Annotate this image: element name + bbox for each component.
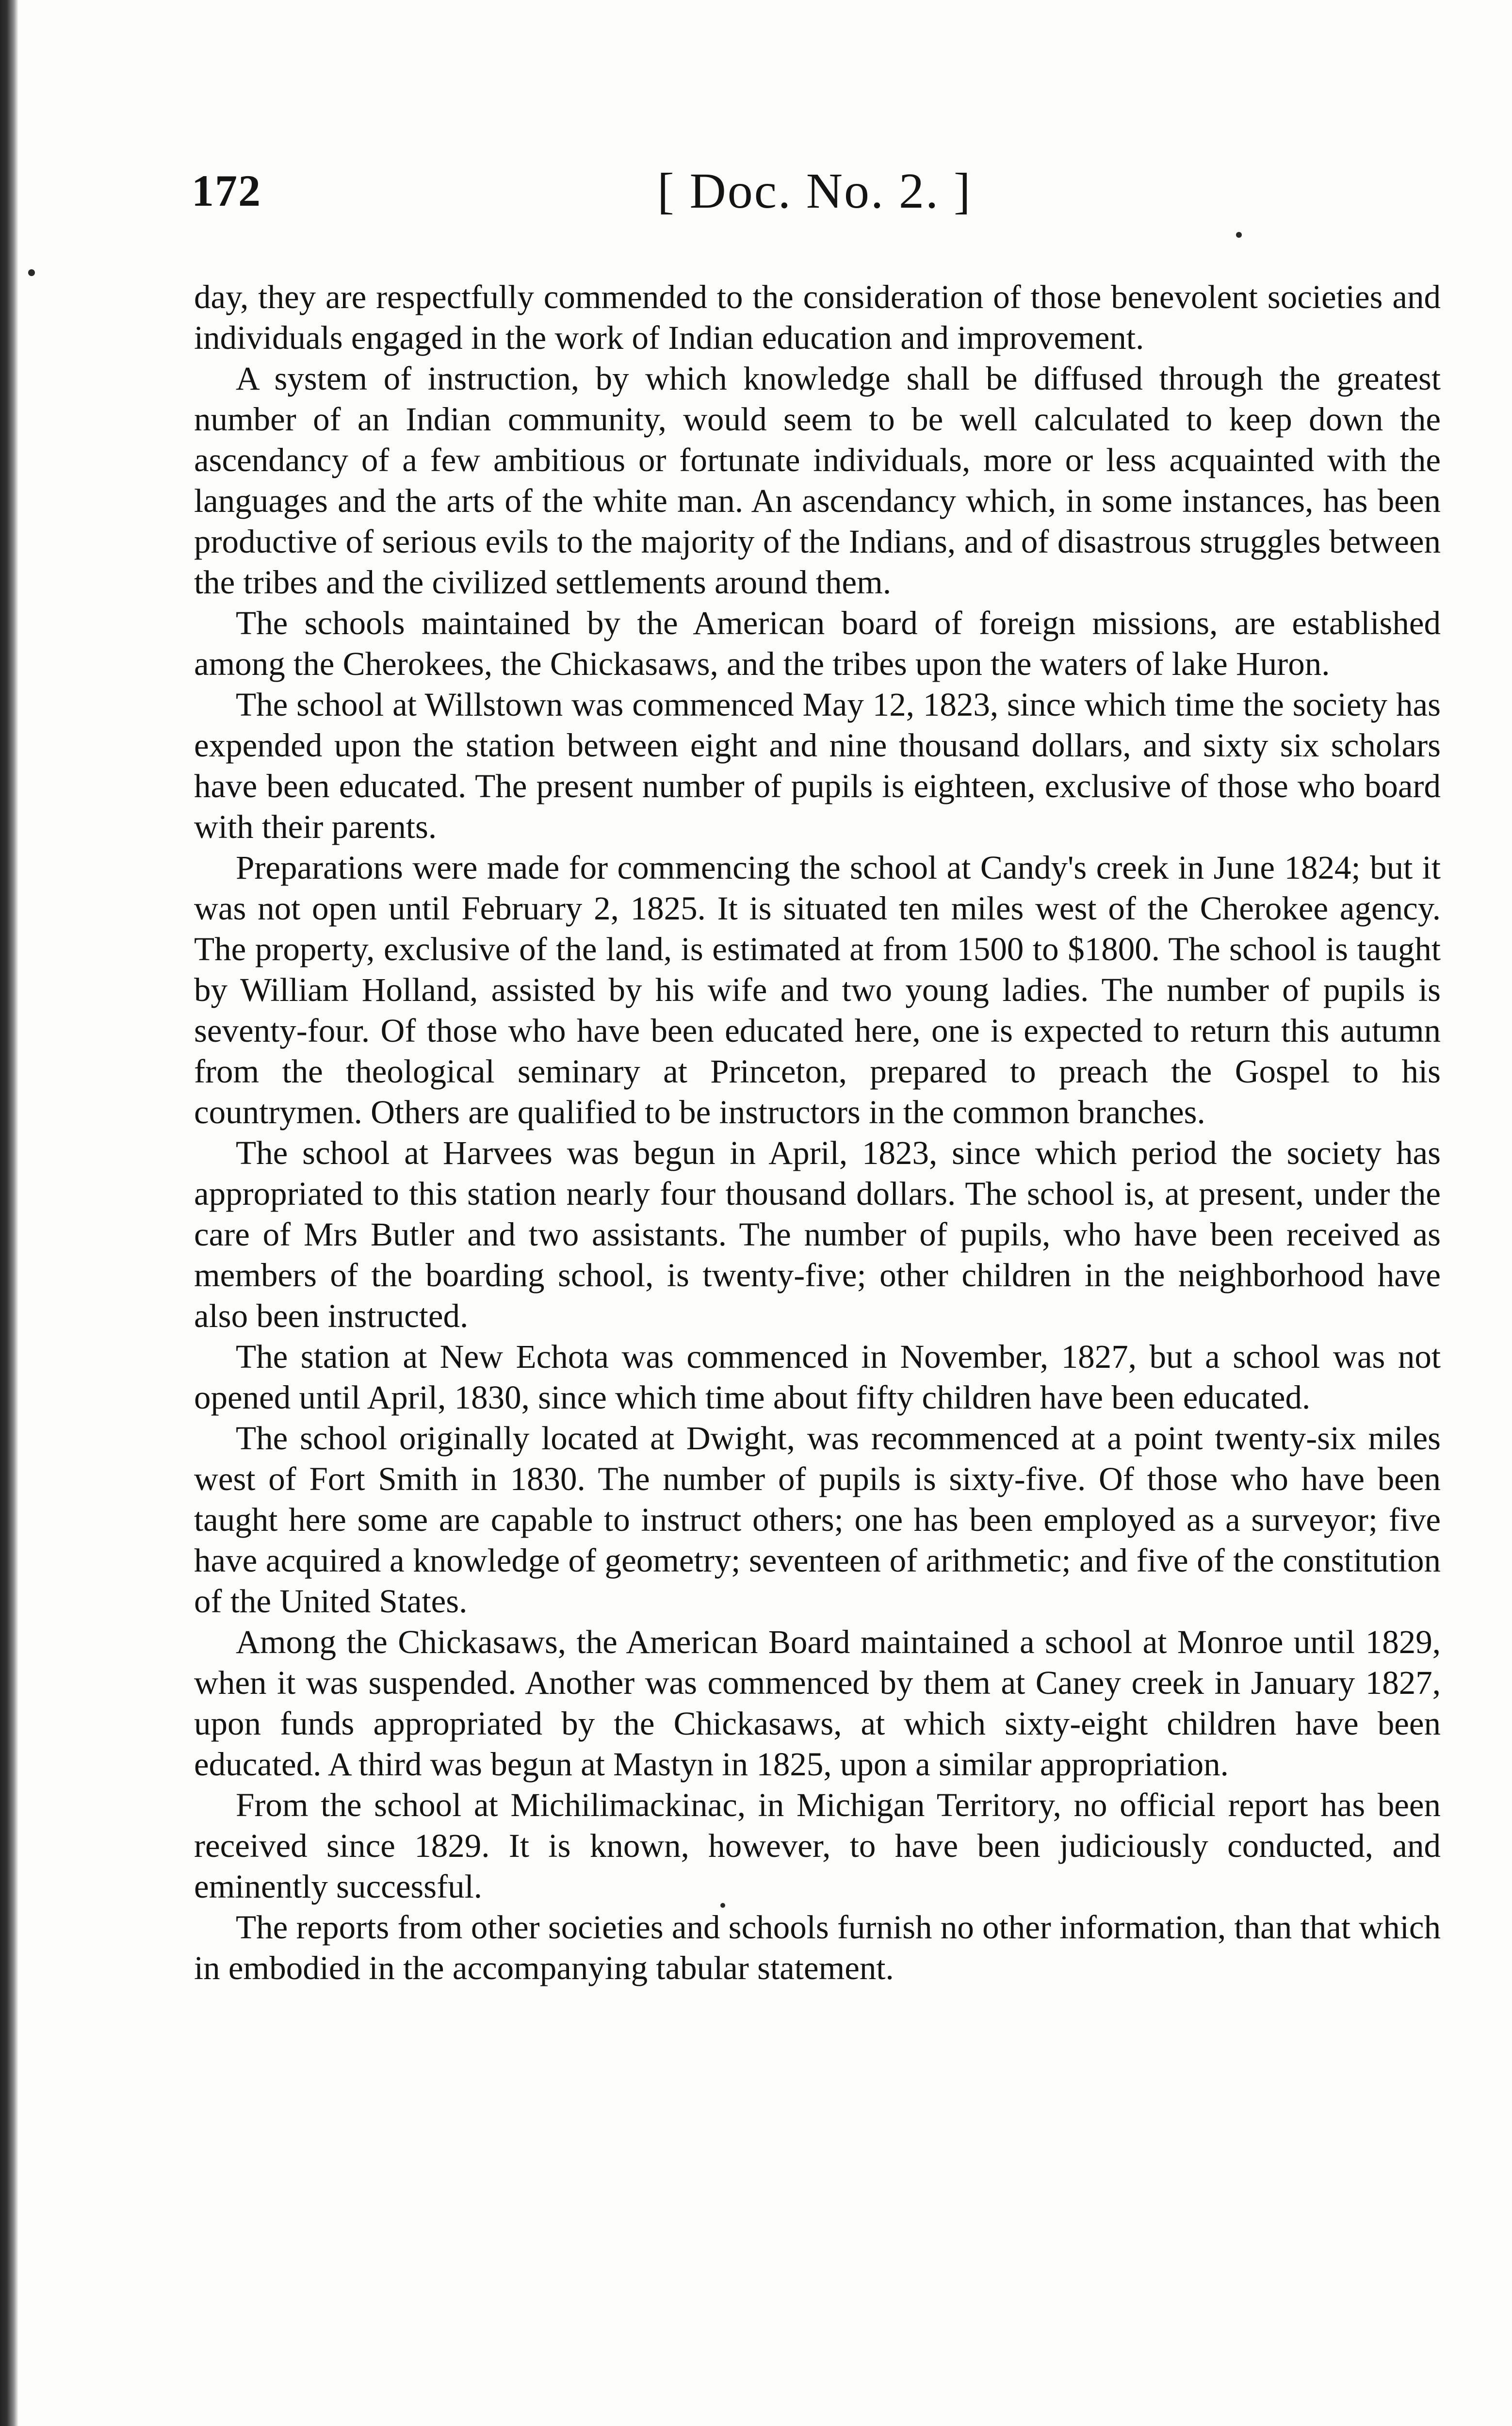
paragraph-michilimackinac: From the school at Michilimackinac, in Michigan Territory, no official report has been received since 1829. It is known, however, to have been judiciously conducted, and eminently successful. xyxy=(194,1787,1441,1905)
page-binding-edge xyxy=(0,0,18,2426)
paragraph-new-echota: The station at New Echota was commenced in November, 1827, but a school was not opened until April, 1830, since which time about fifty children have been educated. xyxy=(194,1338,1441,1416)
paragraph-chickasaws: Among the Chickasaws, the American Board maintained a school at Monroe until 1829, when it was suspended. Another was commenced by them at Caney creek in January 1827, upon funds appropriated by the Chickasaws, at which sixty-eight children have been educated. A third was begun at Mastyn in 1825, upon a similar appropriation. xyxy=(194,1623,1441,1783)
paragraph-american-board-schools: The schools maintained by the American board of foreign missions, are established among the Cherokees, the Chickasaws, and the tribes upon the waters of lake Huron. xyxy=(194,605,1441,682)
paragraph-candys-creek: Preparations were made for commencing the school at Candy's creek in June 1824; but it was not open until February 2, 1825. It is situated ten miles west of the Cherokee agency. The property, exclusive of the land, is estimated at from 1500 to $1800. The school is taught by William Holland, assisted by his wife and two young ladies. The number of pupils is seventy-four. Of those who have been educated here, one is expected to return this autumn from the theological seminary at Princeton, prepared to preach the Gospel to his countrymen. Others are qualified to be instructors in the common branches. xyxy=(194,849,1441,1131)
paragraph-willstown: The school at Willstown was commenced May 12, 1823, since which time the society has expended upon the station between eight and nine thousand dollars, and sixty six scholars have been educated. The present number of pupils is eighteen, exclusive of those who board with their parents. xyxy=(194,686,1441,845)
document-reference: [ Doc. No. 2. ] xyxy=(657,163,972,219)
paragraph-other-societies: The reports from other societies and schools furnish no other information, than that which in embodied in the accompanying tabular statement. xyxy=(194,1909,1441,1986)
page-header xyxy=(192,165,1463,238)
paragraph-dwight: The school originally located at Dwight, was recommenced at a point twenty-six miles west of Fort Smith in 1830. The number of pupils is sixty-five. Of those who have been taught here some are capable to instruct others; one has been employed as a surveyor; five have acquired a knowledge of geometry; seventeen of arithmetic; and five of the constitution of the United States. xyxy=(194,1420,1441,1620)
ink-speck xyxy=(28,269,35,276)
paragraph-instruction-system: A system of instruction, by which knowledge shall be diffused through the greatest number of an Indian community, would seem to be well calculated to keep down the ascendancy of a few ambitious or fortunate individuals, more or less acquainted with the languages and the arts of the white man. An ascendancy which, in some instances, has been productive of serious evils to the majority of the Indians, and of disastrous struggles between the tribes and the civilized settlements around them. xyxy=(194,360,1441,601)
body-text xyxy=(194,277,1441,1988)
paragraph-harvees: The school at Harvees was begun in April, 1823, since which period the society has appropriated to this station nearly four thousand dollars. The school is, at present, under the care of Mrs Butler and two assistants. The number of pupils, who have been received as members of the boarding school, is twenty-five; other children in the neighborhood have also been instructed. xyxy=(194,1134,1441,1334)
page-number: 172 xyxy=(192,166,261,215)
paragraph-continuation: day, they are respectfully commended to the consideration of those benevolent societies and individuals engaged in the work of Indian education and improvement. xyxy=(194,279,1441,356)
